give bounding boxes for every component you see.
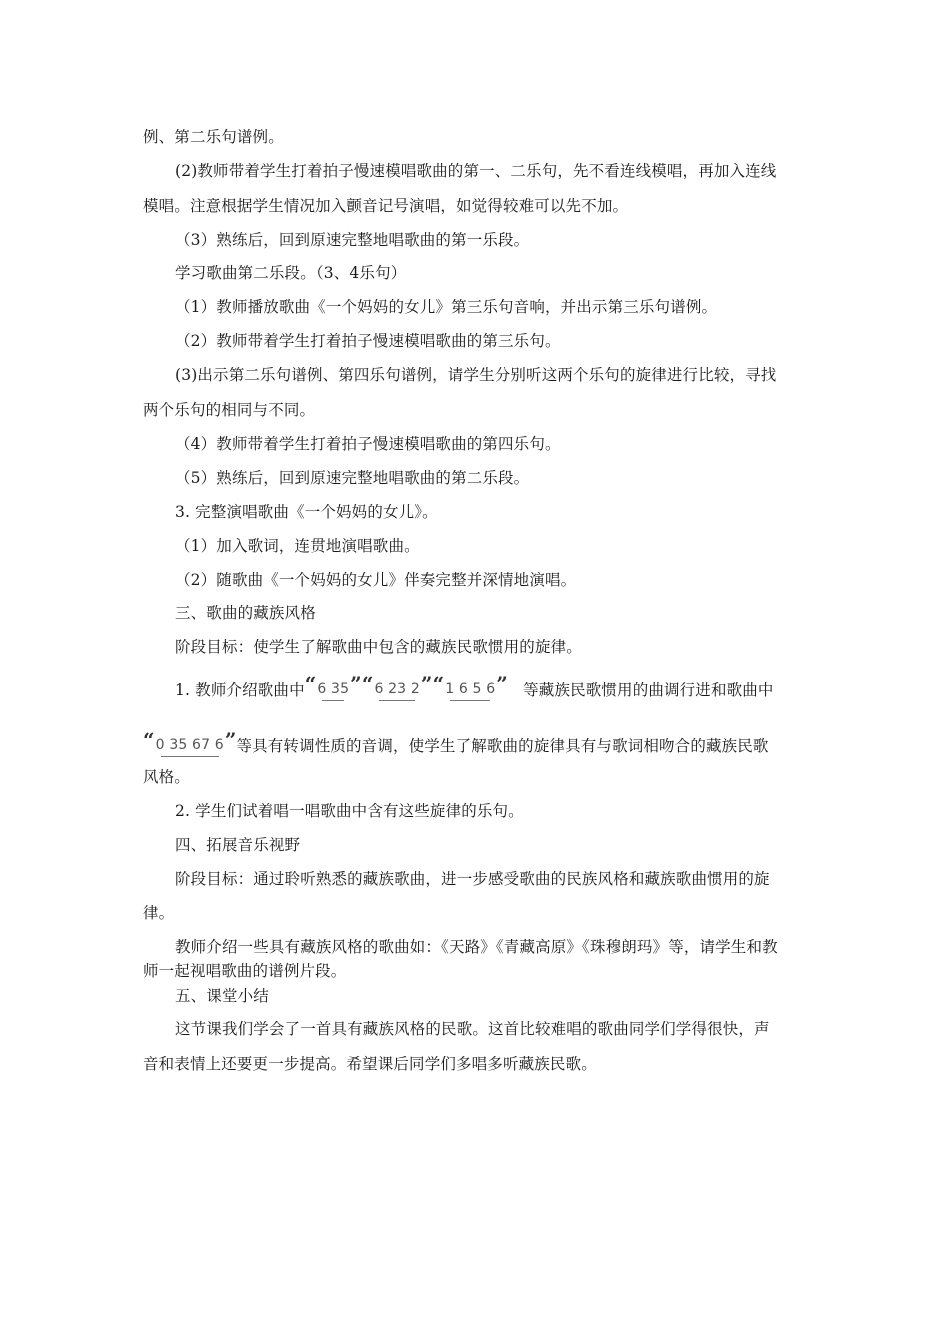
- section-heading: 学习歌曲第二乐段。（3、4乐句）: [175, 264, 407, 282]
- text-line: 这节课我们学会了一首具有藏族风格的民歌。这首比较难唱的歌曲同学们学得很快，声: [175, 1020, 770, 1038]
- notation-snippet-3: 1 6 5 6: [445, 681, 496, 697]
- text-line: （2）教师带着学生打着拍子慢速模唱歌曲的第三乐句。: [175, 332, 561, 350]
- text-line: 师一起视唱歌曲的谱例片段。: [143, 962, 347, 980]
- text-line: 教师介绍一些具有藏族风格的歌曲如：《天路》《青藏高原》《珠穆朗玛》等，请学生和教: [175, 938, 778, 956]
- section-heading: 四、拓展音乐视野: [175, 836, 301, 854]
- text-line: 3. 完整演唱歌曲《一个妈妈的女儿》。: [175, 503, 438, 521]
- section-heading: 五、课堂小结: [175, 987, 269, 1005]
- text-line: （3）熟练后，回到原速完整地唱歌曲的第一乐段。: [175, 231, 530, 249]
- section-heading: 三、歌曲的藏族风格: [175, 604, 316, 622]
- notation-snippet-1: 6 35: [317, 681, 350, 697]
- text-line: 例、第二乐句谱例。: [143, 128, 284, 146]
- intro-line: “0 35 67 6”等具有转调性质的音调，使学生了解歌曲的旋律具有与歌词相吻合的藏族民歌: [143, 728, 769, 755]
- text-line: 阶段目标：使学生了解歌曲中包含的藏族民歌惯用的旋律。: [175, 638, 582, 656]
- text-line: （5）熟练后，回到原速完整地唱歌曲的第二乐段。: [175, 469, 530, 487]
- text-line: 2. 学生们试着唱一唱歌曲中含有这些旋律的乐句。: [175, 802, 524, 820]
- text-line: (3)出示第二乐句谱例、第四乐句谱例，请学生分别听这两个乐句的旋律进行比较，寻找: [175, 366, 777, 384]
- intro-mid: 等藏族民歌惯用的曲调行进和歌曲中: [523, 681, 774, 699]
- intro-line: 1. 教师介绍歌曲中“6 35”“6 23 2”“1 6 5 6” 等藏族民歌惯用的曲调行进和歌曲中: [175, 672, 774, 699]
- text-line: 阶段目标：通过聆听熟悉的藏族歌曲，进一步感受歌曲的民族风格和藏族歌曲惯用的旋: [175, 870, 770, 888]
- text-line: （4）教师带着学生打着拍子慢速模唱歌曲的第四乐句。: [175, 435, 561, 453]
- notation-snippet-2: 6 23 2: [374, 681, 420, 697]
- text-line: 音和表情上还要更一步提高。希望课后同学们多唱多听藏族民歌。: [143, 1055, 597, 1073]
- notation-snippet-4: 0 35 67 6: [155, 737, 224, 753]
- text-line: 风格。: [143, 768, 190, 786]
- intro-prefix: 1. 教师介绍歌曲中: [175, 681, 305, 699]
- text-line: 律。: [143, 904, 175, 922]
- text-line: 两个乐句的相同与不同。: [143, 401, 316, 419]
- text-line: 模唱。注意根据学生情况加入颤音记号演唱，如觉得较难可以先不加。: [143, 197, 629, 215]
- text-line: （1）教师播放歌曲《一个妈妈的女儿》第三乐句音响，并出示第三乐句谱例。: [175, 298, 718, 316]
- text-line: (2)教师带着学生打着拍子慢速模唱歌曲的第一、二乐句，先不看连线模唱，再加入连线: [175, 162, 777, 180]
- text-line: （1）加入歌词，连贯地演唱歌曲。: [175, 537, 420, 555]
- intro-suffix: 等具有转调性质的音调，使学生了解歌曲的旋律具有与歌词相吻合的藏族民歌: [236, 737, 769, 755]
- text-line: （2）随歌曲《一个妈妈的女儿》伴奏完整并深情地演唱。: [175, 571, 577, 589]
